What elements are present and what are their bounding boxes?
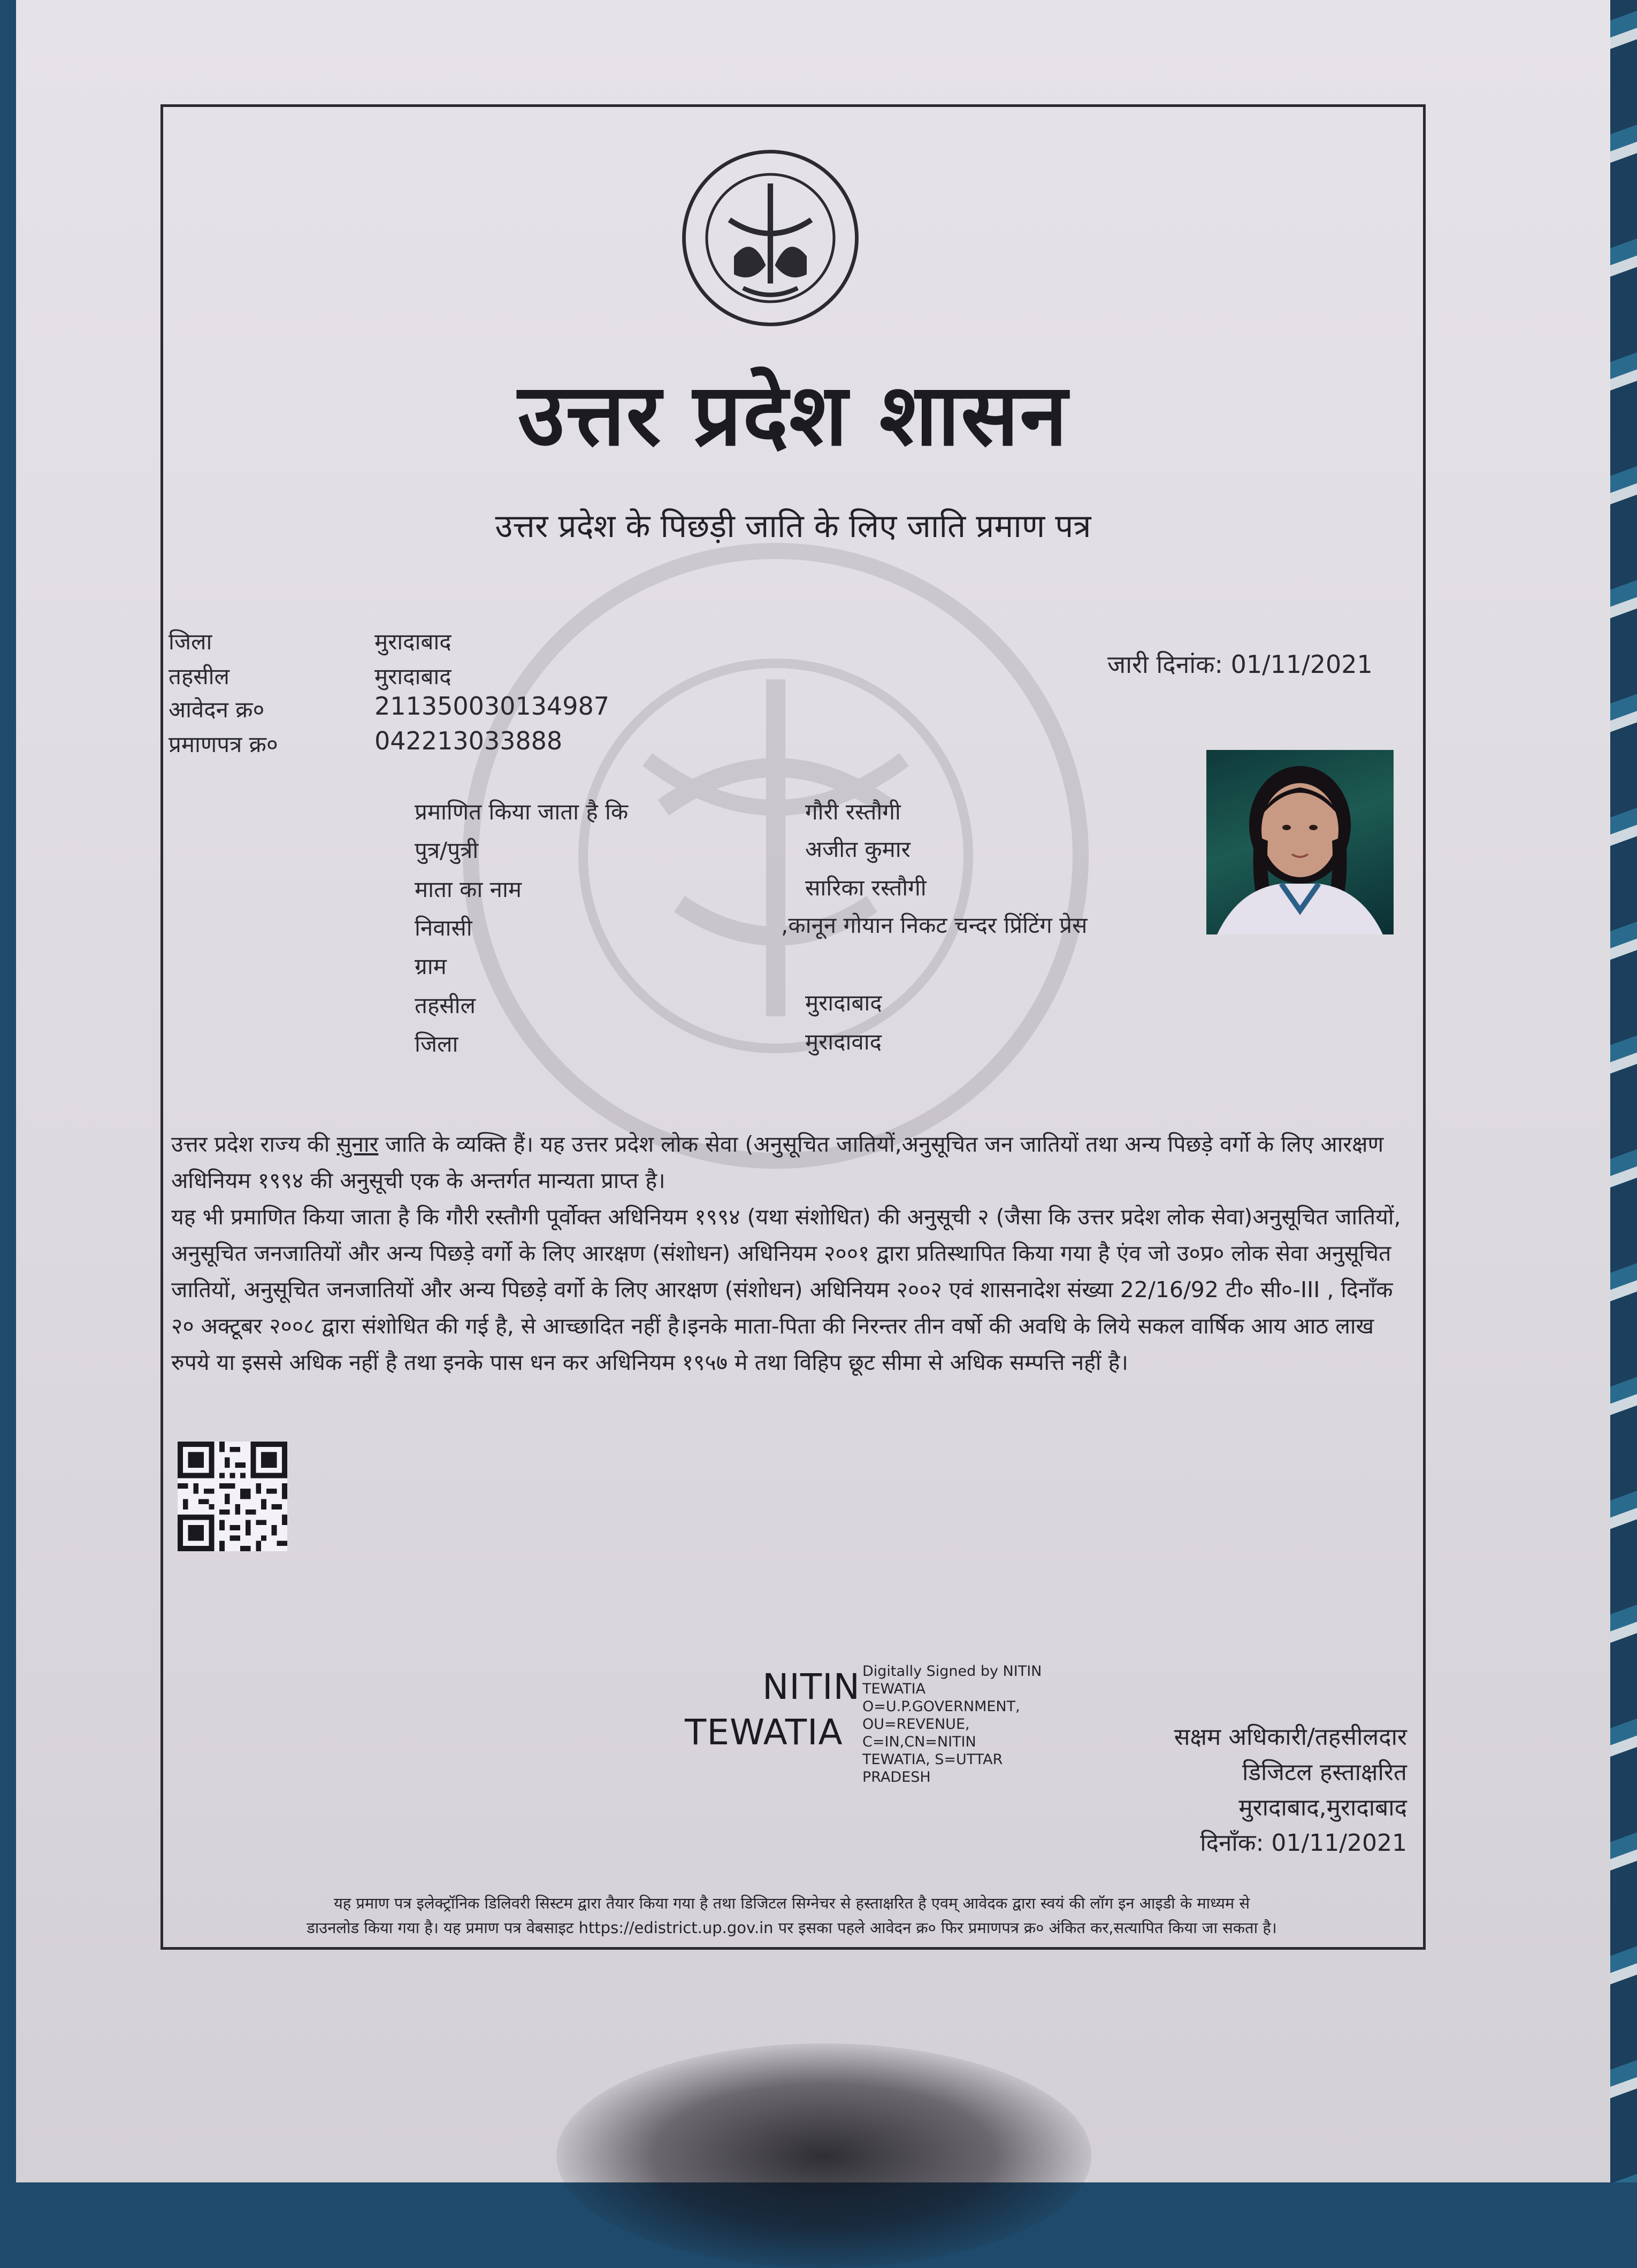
detail-label-mother: माता का नाम bbox=[415, 876, 522, 902]
detail-value-father: अजीत कुमार bbox=[805, 836, 911, 862]
signature-line: PRADESH bbox=[862, 1769, 931, 1786]
signature-line: O=U.P.GOVERNMENT, bbox=[862, 1698, 1020, 1715]
detail-label-district: जिला bbox=[415, 1031, 458, 1057]
body-p1-start: उत्तर प्रदेश राज्य की bbox=[171, 1131, 337, 1157]
body-paragraph-1 bbox=[171, 1126, 1402, 1199]
signature-line: TEWATIA bbox=[862, 1681, 926, 1697]
detail-label-certified: प्रमाणित किया जाता है कि bbox=[415, 799, 629, 825]
page-title: उत्तर प्रदेश शासन bbox=[517, 365, 1069, 465]
digital-signature-details bbox=[862, 1662, 1055, 1786]
detail-value-district: मुरादावाद bbox=[805, 1029, 882, 1055]
signature-line: TEWATIA, S=UTTAR bbox=[862, 1751, 1003, 1768]
signature-line: Digitally Signed by NITIN bbox=[862, 1663, 1042, 1680]
meta-value-district: मुरादाबाद bbox=[374, 629, 452, 655]
detail-label-tehsil: तहसील bbox=[415, 992, 476, 1018]
qr-code-icon bbox=[178, 1442, 287, 1551]
issue-date: जारी दिनांक: 01/11/2021 bbox=[1107, 650, 1373, 679]
meta-label-application-no: आवेदन क्र० bbox=[169, 696, 265, 723]
caste-name: सुनार bbox=[336, 1131, 379, 1157]
officer-signed-note: डिजिटल हस्ताक्षरित bbox=[1242, 1759, 1407, 1786]
certificate-subtitle: उत्तर प्रदेश के पिछड़ी जाति के लिए जाति प्रमाण पत्र bbox=[495, 508, 1091, 545]
meta-label-district: जिला bbox=[169, 629, 212, 655]
signer-name-line-1: NITIN bbox=[762, 1666, 860, 1707]
watermark-seal-icon bbox=[455, 535, 1097, 1177]
body-paragraph-2: यह भी प्रमाणित किया जाता है कि गौरी रस्तौगी पूर्वोक्त अधिनियम १९९४ (यथा संशोधित) की अनुसूची २ (जैसा कि उत्तर प्रदेश लोक सेवा)अनुसूचित जातियों, अनुसूचित जनजातियों और अन्य पिछड़े वर्गो के लिए आरक्षण (संशोधन) अधिनियम २००१ द्वारा प्रतिस्थापित किया गया है एंव जो उ०प्र० लोक सेवा अनुसूचित जातियों, अनुसूचित जनजातियों और अन्य पिछड़े वर्गो के लिए आरक्षण (संशोधन) अधिनियम २००२ एवं शासनादेश संख्या 22/16/92 टी० सी०-III , दिनाँक २० अक्टूबर २००८ द्वारा संशोधित की गई है, से आच्छादित नहीं है।इनके माता-पिता की निरन्तर तीन वर्षो की अवधि के लिये सकल वार्षिक आय आठ लाख रुपये या इससे अधिक नहीं है तथा इनके पास धन कर अधिनियम १९५७ मे तथा विहिप छूट सीमा से अधिक सम्पत्ति नहीं है। bbox=[171, 1204, 1401, 1375]
verification-footer bbox=[171, 1891, 1412, 1940]
detail-label-village: ग्राम bbox=[415, 953, 447, 979]
footer-line-1: यह प्रमाण पत्र इलेक्ट्रॉनिक डिलिवरी सिस्टम द्वारा तैयार किया गया है तथा डिजिटल सिग्नेचर से हस्ताक्षरित है एवम् आवेदक द्वारा स्वयं की लॉग इन आइडी के माध्यम से bbox=[333, 1894, 1250, 1912]
meta-label-tehsil: तहसील bbox=[169, 663, 230, 689]
officer-designation: सक्षम अधिकारी/तहसीलदार bbox=[1174, 1723, 1407, 1751]
up-govt-emblem-icon bbox=[679, 147, 861, 329]
signature-line: C=IN,CN=NITIN bbox=[862, 1734, 976, 1750]
issuing-officer-block bbox=[1075, 1720, 1407, 1861]
meta-value-certificate-no: 042213033888 bbox=[374, 726, 563, 755]
applicant-photo bbox=[1206, 750, 1394, 934]
officer-location: मुरादाबाद,मुरादाबाद bbox=[1238, 1794, 1407, 1821]
detail-label-child-of: पुत्र/पुत्री bbox=[415, 837, 479, 863]
officer-date: दिनाँक: 01/11/2021 bbox=[1200, 1829, 1407, 1857]
detail-value-tehsil: मुरादाबाद bbox=[805, 990, 882, 1016]
detail-label-resident: निवासी bbox=[415, 915, 472, 941]
meta-value-application-no: 211350030134987 bbox=[374, 692, 609, 721]
footer-line-2: डाउनलोड किया गया है। यह प्रमाण पत्र वेबसाइट https://edistrict.up.gov.in पर इसका पहले आवेदन क्र० फिर प्रमाणपत्र क्र० अंकित कर,सत्यापित किया जा सकता है। bbox=[307, 1919, 1277, 1937]
signature-line: OU=REVENUE, bbox=[862, 1716, 970, 1733]
detail-value-address: ,कानून गोयान निकट चन्दर प्रिंटिंग प्रेस bbox=[781, 912, 1088, 938]
meta-label-certificate-no: प्रमाणपत्र क्र० bbox=[169, 731, 278, 757]
certificate-body bbox=[171, 1126, 1402, 1381]
camera-shadow bbox=[556, 2043, 1091, 2268]
body-p1-end: जाति के व्यक्ति हैं। यह उत्तर प्रदेश लोक सेवा (अनुसूचित जातियों,अनुसूचित जन जातियों तथा अन्य पिछड़े वर्गो के लिए आरक्षण अधिनियम १९९४ की अनुसूची एक के अन्तर्गत मान्यता प्राप्त है। bbox=[171, 1131, 1384, 1193]
signer-name-line-2: TEWATIA bbox=[685, 1712, 843, 1753]
detail-value-mother: सारिका रस्तौगी bbox=[805, 875, 927, 901]
meta-value-tehsil: मुरादाबाद bbox=[374, 663, 452, 689]
detail-value-name: गौरी रस्तौगी bbox=[805, 799, 901, 825]
